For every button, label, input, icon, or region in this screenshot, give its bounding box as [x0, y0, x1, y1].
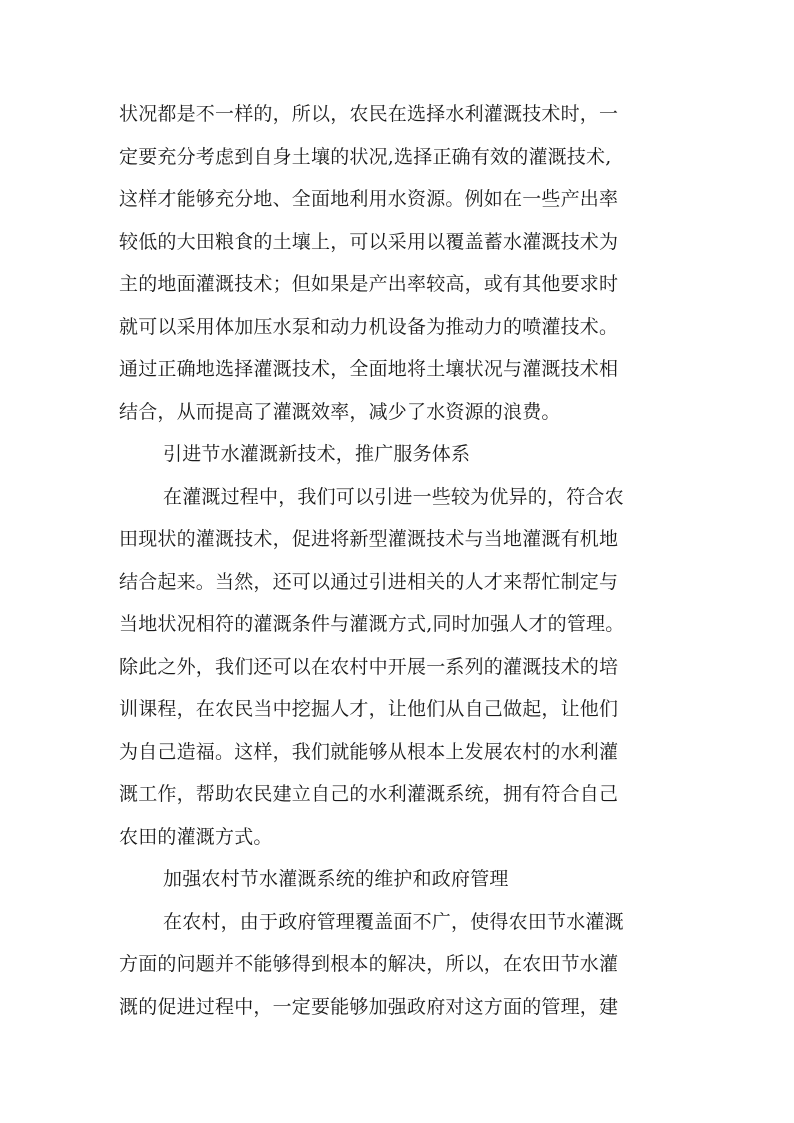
body-text-line: 结合起来。当然，还可以通过引进相关的人才来帮忙制定与: [119, 571, 619, 593]
body-text-line: 定要充分考虑到自身土壤的状况,选择正确有效的灌溉技术,: [119, 146, 612, 168]
body-text-line: 结合，从而提高了灌溉效率，减少了水资源的浪费。: [119, 401, 561, 423]
body-text-line: 在灌溉过程中，我们可以引进一些较为优异的，符合农: [163, 486, 624, 508]
body-text-line: 主的地面灌溉技术；但如果是产出率较高，或有其他要求时: [119, 273, 619, 295]
body-text-line: 田现状的灌溉技术，促进将新型灌溉技术与当地灌溉有机地: [119, 528, 619, 550]
body-text-line: 就可以采用体加压水泵和动力机设备为推动力的喷灌技术。: [119, 316, 619, 338]
body-text-line: 当地状况相符的灌溉条件与灌溉方式,同时加强人才的管理。: [119, 613, 625, 635]
body-text-line: 较低的大田粮食的土壤上，可以采用以覆盖蓄水灌溉技术为: [119, 231, 619, 253]
body-text-line: 状况都是不一样的，所以，农民在选择水利灌溉技术时，一: [119, 103, 619, 125]
body-text-line: 方面的问题并不能够得到根本的解决，所以，在农田节水灌: [119, 953, 619, 975]
body-text-line: 这样才能够充分地、全面地利用水资源。例如在一些产出率: [119, 188, 619, 210]
section-heading: 引进节水灌溉新技术，推广服务体系: [163, 443, 471, 465]
body-text-line: 在农村，由于政府管理覆盖面不广，使得农田节水灌溉: [163, 911, 624, 933]
body-text-line: 训课程，在农民当中挖掘人才，让他们从自己做起，让他们: [119, 698, 619, 720]
body-text-line: 溉工作，帮助农民建立自己的水利灌溉系统，拥有符合自己: [119, 783, 619, 805]
body-text-line: 通过正确地选择灌溉技术，全面地将土壤状况与灌溉技术相: [119, 358, 619, 380]
body-text-line: 除此之外，我们还可以在农村中开展一系列的灌溉技术的培: [119, 656, 619, 678]
section-heading: 加强农村节水灌溉系统的维护和政府管理: [163, 868, 509, 890]
body-text-line: 溉的促进过程中，一定要能够加强政府对这方面的管理，建: [119, 996, 619, 1018]
body-text-line: 为自己造福。这样，我们就能够从根本上发展农村的水利灌: [119, 741, 619, 763]
body-text-line: 农田的灌溉方式。: [119, 826, 273, 848]
